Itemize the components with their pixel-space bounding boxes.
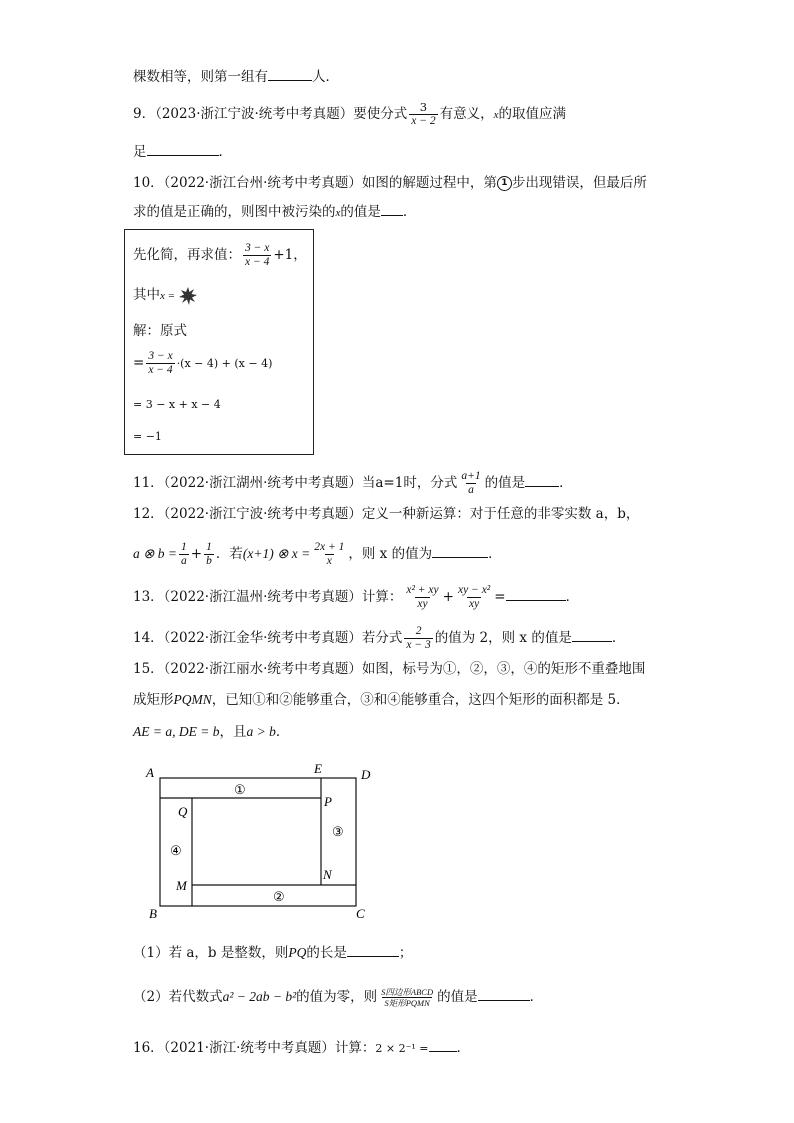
- q10-line1a: 10．（2022·浙江台州·统考中考真题）如图的解题过程中，第: [133, 175, 497, 191]
- q11-fraction: [459, 470, 482, 497]
- q10-box-l4-eq: =: [133, 355, 145, 371]
- q10-box-line1: [133, 242, 307, 269]
- q10-box-l1-num: 3 − x: [245, 242, 270, 254]
- q9-frac-num: 3: [419, 100, 428, 114]
- q10-box-line4: [133, 350, 272, 377]
- q15-sub2a: （2）若代数式: [133, 989, 223, 1005]
- q10-box-l4-den: x − 4: [148, 364, 173, 376]
- q10-solution-box: [124, 229, 314, 455]
- region-2-label: ②: [273, 889, 285, 904]
- q10-box-line6: = −1: [133, 430, 162, 443]
- q12-frac3: [312, 541, 346, 568]
- q14-tail: 的值为 2，则 x 的值是: [434, 630, 572, 646]
- q15-line3: [133, 723, 289, 741]
- q10-box-l2-text: 其中: [133, 287, 160, 303]
- q14-end: ．: [611, 630, 626, 646]
- q12-answer-blank[interactable]: [432, 543, 488, 558]
- q15-sub2-answer-blank[interactable]: [478, 986, 530, 1001]
- q9-line2: [133, 141, 232, 161]
- q15-sub1-answer-blank[interactable]: [347, 942, 399, 957]
- q12-line1: 12．（2022·浙江宁波·统考中考真题）定义一种新运算：对于任意的非零实数 a，b，: [133, 506, 640, 522]
- q13-f2d: xy: [469, 598, 480, 610]
- q11-cond: a=1时，分式: [375, 475, 458, 491]
- q10-box-l1-den: x − 4: [245, 256, 270, 268]
- q9-line1: [133, 101, 566, 128]
- q14-line: [133, 625, 625, 652]
- q12-then: ，则 x 的值为: [348, 546, 433, 562]
- q12-f3n: 2x + 1: [314, 541, 345, 553]
- q10-end: ．: [402, 204, 417, 220]
- q15-sub1-end: ；: [398, 945, 413, 961]
- q8-tail-end: 人．: [312, 69, 339, 85]
- q16-head: 16．（2021·浙江·统考中考真题）计算：: [133, 1040, 376, 1056]
- q8-answer-blank[interactable]: [268, 66, 312, 81]
- q13-line: [133, 584, 579, 611]
- q10-answer-blank[interactable]: [381, 201, 403, 216]
- q12-end: ．: [488, 546, 502, 562]
- label-A: A: [146, 765, 154, 780]
- q10-box-line5: = 3 − x + x − 4: [133, 398, 221, 411]
- q15-sub1a: （1）若 a，b 是整数，则: [133, 945, 289, 961]
- q15-sub1b: 的长是: [306, 945, 347, 961]
- region-1-label: ①: [234, 782, 246, 797]
- q15-sub2-fraction: [379, 987, 435, 1008]
- label-P: P: [324, 794, 332, 809]
- q15-sub2-num: S四边形ABCD: [381, 987, 434, 997]
- q16-expr: 2 × 2⁻¹ =: [375, 1042, 429, 1055]
- q9-tail: 的取值应满: [498, 106, 567, 122]
- region-3-label: ③: [332, 824, 344, 839]
- q13-eq: =: [494, 589, 506, 605]
- q13-f1d: xy: [417, 598, 428, 610]
- q14-fraction: [404, 625, 432, 652]
- q10-box-line2: [133, 286, 197, 305]
- q15-sub2c: 的值是: [437, 989, 478, 1005]
- q12-frac1: [179, 541, 189, 568]
- q14-den: x − 3: [406, 639, 431, 651]
- label-M: M: [176, 878, 187, 893]
- q11-head: 11．（2022·浙江湖州·统考中考真题）当: [133, 475, 376, 491]
- q15-sub2-den: S矩形PQMN: [384, 998, 430, 1008]
- q10-box-l4-frac: [146, 350, 174, 377]
- q12-f2n: 1: [206, 541, 212, 553]
- q10-line2: [133, 201, 416, 222]
- q14-head: 14．（2022·浙江金华·统考中考真题）若分式: [133, 630, 403, 646]
- q12-plus: +: [190, 546, 203, 562]
- q15-line3a: AE = a, DE = b: [133, 724, 220, 739]
- q11-tail: 的值是: [484, 475, 526, 491]
- q9-head: 9．（2023·浙江宁波·统考中考真题）要使分式: [133, 106, 408, 122]
- q10-line2a: 求的值是正确的，则图中被污染的: [133, 204, 336, 220]
- q15-line2: [133, 691, 630, 709]
- q15-line3d: ．: [275, 724, 290, 740]
- q10-line1b: 步出现错误，但最后所: [511, 175, 647, 191]
- q9-var: x: [493, 109, 499, 121]
- q11-den: a: [468, 484, 474, 496]
- q8-tail-line: [133, 66, 339, 86]
- label-B: B: [149, 906, 157, 921]
- region-4-label: ④: [170, 843, 182, 858]
- q12-line2: [133, 541, 502, 568]
- q10-box-l4-tail: ·(x − 4) + (x − 4): [176, 357, 273, 370]
- q10-box-l4-num: 3 − x: [148, 350, 173, 362]
- q15-pqmn: PQMN: [173, 692, 212, 707]
- q15-line2a: 成矩形: [133, 692, 174, 708]
- q9-mid: 有意义，: [439, 106, 494, 122]
- q11-answer-blank[interactable]: [525, 472, 559, 487]
- q9-end: ．: [218, 144, 232, 160]
- q12-expr: (x+1) ⊗ x =: [242, 546, 311, 561]
- q13-f1n: x² + xy: [406, 584, 439, 596]
- q14-num: 2: [415, 625, 422, 637]
- q14-answer-blank[interactable]: [572, 627, 612, 642]
- q15-sub2b: 的值为零，则: [296, 989, 378, 1005]
- q15-line1: 15．（2022·浙江丽水·统考中考真题）如图，标号为①，②，③，④的矩形不重叠地围: [133, 661, 646, 677]
- q15-rectangle-figure: [140, 760, 380, 925]
- label-E: E: [314, 761, 322, 776]
- q16-answer-blank[interactable]: [429, 1037, 457, 1052]
- q15-line3c: a > b: [246, 724, 276, 739]
- q10-box-l1-text: 先化简，再求值：: [133, 247, 241, 263]
- q10-line1: [133, 174, 647, 192]
- q10-box-line3: 解：原式: [133, 323, 187, 339]
- q9-fraction: [409, 101, 437, 128]
- q13-frac2: [456, 584, 492, 611]
- q13-end: ．: [565, 589, 580, 605]
- q12-if: ．若: [215, 546, 243, 562]
- q15-sub2-end: ．: [529, 989, 544, 1005]
- q15-sub1: [133, 942, 412, 962]
- q9-answer-blank[interactable]: [147, 141, 219, 156]
- q12-f1n: 1: [181, 541, 187, 553]
- q12-f3d: x: [326, 555, 332, 567]
- q10-box-l2-var: x =: [160, 290, 176, 302]
- q13-frac1: [404, 584, 440, 611]
- label-N: N: [323, 867, 332, 882]
- q15-line3b: ，且: [219, 724, 247, 740]
- q15-line2b: ，已知①和②能够重合，③和④能够重合，这四个矩形的面积都是 5．: [211, 692, 630, 708]
- q10-box-l1-tail: +1，: [273, 247, 307, 263]
- q13-answer-blank[interactable]: [506, 586, 566, 601]
- q10-line2b: 的值是: [340, 204, 381, 220]
- q11-line: [133, 470, 573, 497]
- q10-var: x: [335, 207, 341, 219]
- q16-end: ．: [456, 1040, 471, 1056]
- q8-tail-text: 棵数相等，则第一组有: [133, 69, 268, 85]
- q9-line2-text: 足: [133, 144, 147, 160]
- q12-f1d: a: [181, 555, 187, 567]
- q13-plus: +: [442, 589, 454, 605]
- ink-blot-icon: [179, 287, 197, 305]
- q16-line: [133, 1037, 470, 1058]
- label-Q: Q: [178, 804, 188, 819]
- q12-frac2: [204, 541, 214, 568]
- q10-step-circle: 1: [497, 176, 512, 191]
- q15-sub2-expr: a² − 2ab − b²: [222, 989, 297, 1004]
- q13-f2n: xy − x²: [457, 584, 491, 596]
- q9-frac-den: x − 2: [411, 115, 436, 127]
- label-D: D: [361, 767, 371, 782]
- q11-num: a+1: [461, 470, 481, 482]
- q15-sub2: [133, 986, 543, 1008]
- q12-f2d: b: [206, 555, 212, 567]
- q11-end: ．: [559, 475, 573, 491]
- q15-sub1-pq: PQ: [288, 945, 307, 960]
- q12-def: a ⊗ b =: [133, 546, 178, 561]
- q13-head: 13．（2022·浙江温州·统考中考真题）计算：: [133, 589, 403, 605]
- q10-box-l1-frac: [243, 242, 271, 269]
- label-C: C: [356, 906, 365, 921]
